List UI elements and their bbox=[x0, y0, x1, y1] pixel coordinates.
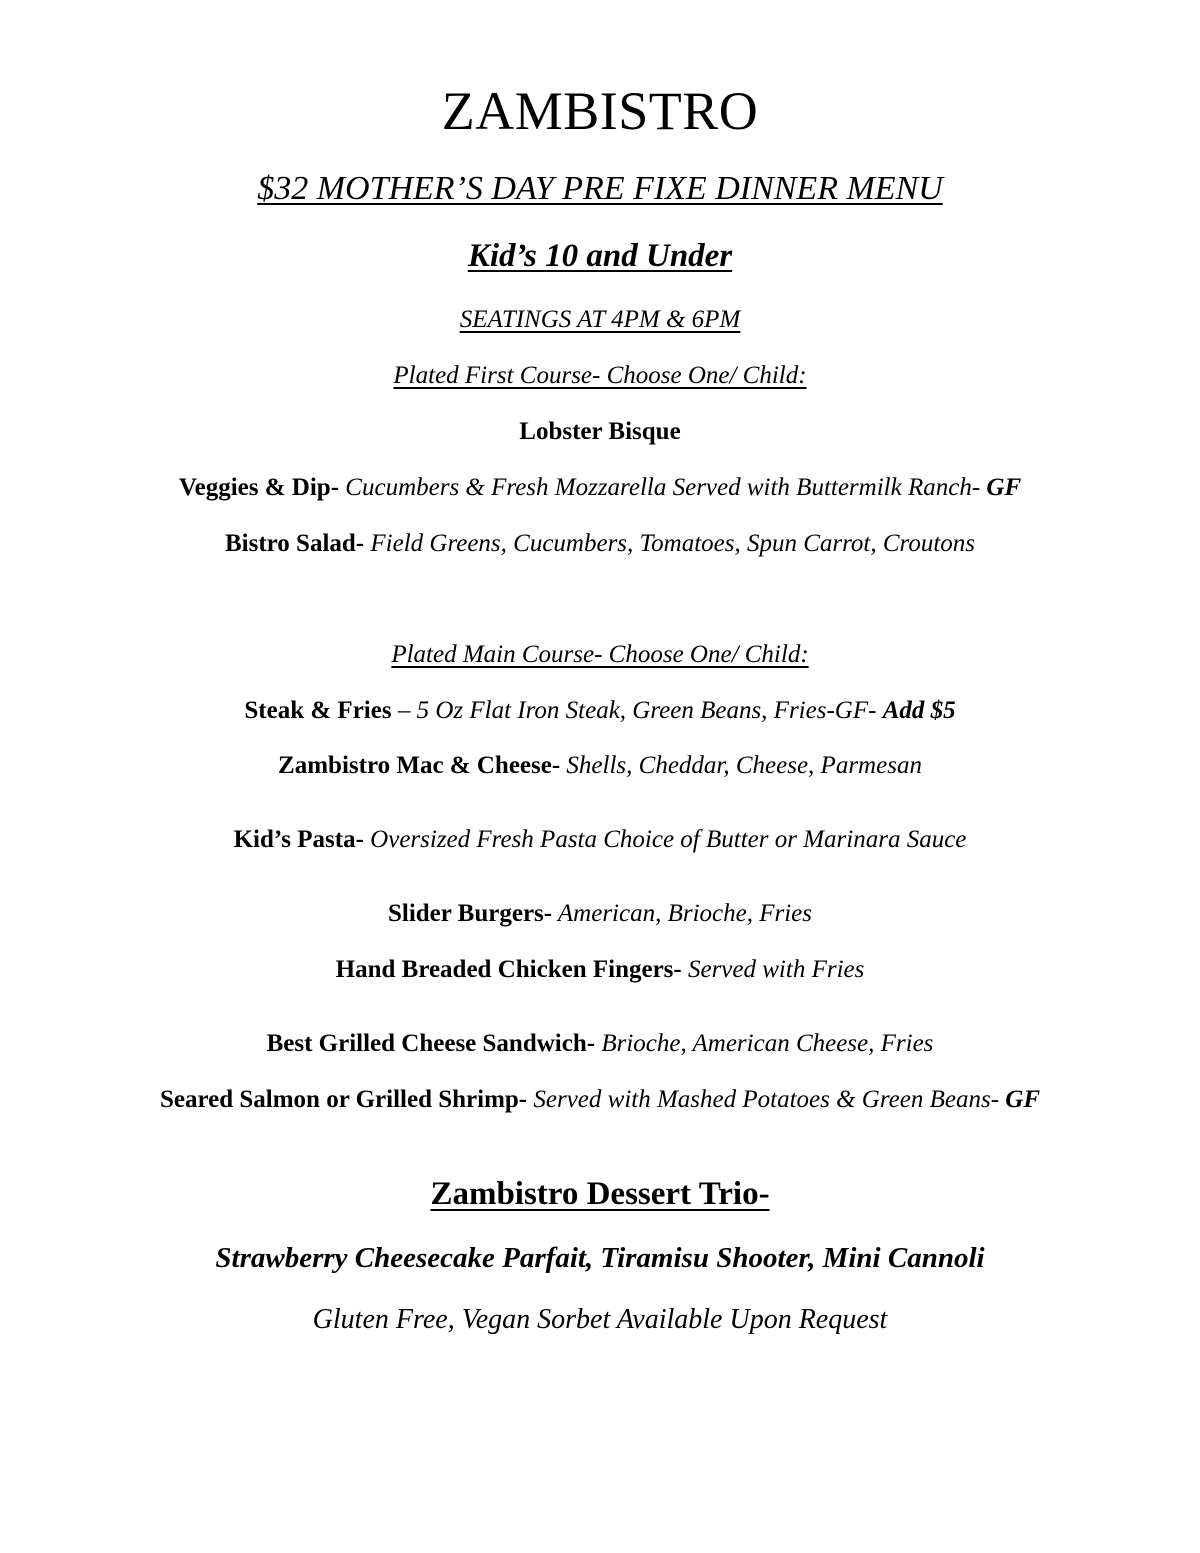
dessert-items: Strawberry Cheesecake Parfait, Tiramisu Shooter, Mini Cannoli bbox=[215, 1242, 985, 1274]
item-description: Brioche, American Cheese, Fries bbox=[595, 1030, 934, 1057]
item-name: Steak & Fries bbox=[244, 697, 392, 724]
item-description: American, Brioche, Fries bbox=[552, 900, 813, 927]
dessert-note: Gluten Free, Vegan Sorbet Available Upon Request bbox=[312, 1304, 888, 1335]
item-name: Bistro Salad- bbox=[224, 530, 365, 557]
menu-item-kids-pasta bbox=[0, 827, 1200, 852]
dessert-heading: Zambistro Dessert Trio- bbox=[430, 1176, 770, 1212]
item-name: Seared Salmon or Grilled Shrimp- bbox=[159, 1086, 528, 1113]
first-course-heading: Plated First Course- Choose One/ Child: bbox=[393, 362, 807, 389]
item-description: Oversized Fresh Pasta Choice of Butter or Marinara Sauce bbox=[363, 826, 967, 853]
audience-heading: Kid’s 10 and Under bbox=[467, 238, 733, 274]
item-name: Hand Breaded Chicken Fingers- bbox=[335, 956, 682, 983]
item-description: Served with Mashed Potatoes & Green Beans- bbox=[527, 1086, 1006, 1113]
menu-item-mac-cheese bbox=[0, 753, 1200, 778]
item-name: Kid’s Pasta- bbox=[233, 826, 364, 853]
item-description: Served with Fries bbox=[681, 956, 865, 983]
menu-item-slider-burgers bbox=[0, 901, 1200, 926]
item-upcharge: Add $5 bbox=[882, 697, 956, 724]
item-tag: GF bbox=[1005, 1086, 1041, 1113]
item-name: Veggies & Dip- bbox=[178, 474, 340, 501]
item-description: Shells, Cheddar, Cheese, Parmesan bbox=[560, 752, 922, 779]
menu-item-steak-fries bbox=[0, 698, 1200, 723]
item-name: Slider Burgers- bbox=[387, 900, 553, 927]
item-description: Cucumbers & Fresh Mozzarella Served with Buttermilk Ranch- bbox=[339, 474, 987, 501]
main-course-heading: Plated Main Course- Choose One/ Child: bbox=[391, 641, 809, 668]
item-description: Field Greens, Cucumbers, Tomatoes, Spun Carrot, Croutons bbox=[364, 530, 976, 557]
menu-item-bistro-salad bbox=[0, 531, 1200, 556]
menu-item-chicken-fingers bbox=[0, 957, 1200, 982]
item-tag: GF bbox=[986, 474, 1022, 501]
menu-item-veggies-dip bbox=[0, 475, 1200, 500]
menu-item-grilled-cheese bbox=[0, 1031, 1200, 1056]
item-description: – 5 Oz Flat Iron Steak, Green Beans, Fries-GF- bbox=[391, 697, 883, 724]
menu-item-salmon-shrimp bbox=[0, 1087, 1200, 1112]
item-name: Zambistro Mac & Cheese- bbox=[278, 752, 561, 779]
restaurant-name: ZAMBISTRO bbox=[441, 81, 759, 141]
item-name: Lobster Bisque bbox=[519, 418, 681, 445]
menu-title: $32 MOTHER’S DAY PRE FIXE DINNER MENU bbox=[257, 170, 943, 207]
item-name: Best Grilled Cheese Sandwich- bbox=[266, 1030, 596, 1057]
seatings-info: SEATINGS AT 4PM & 6PM bbox=[459, 306, 741, 333]
menu-item-lobster-bisque bbox=[0, 419, 1200, 444]
